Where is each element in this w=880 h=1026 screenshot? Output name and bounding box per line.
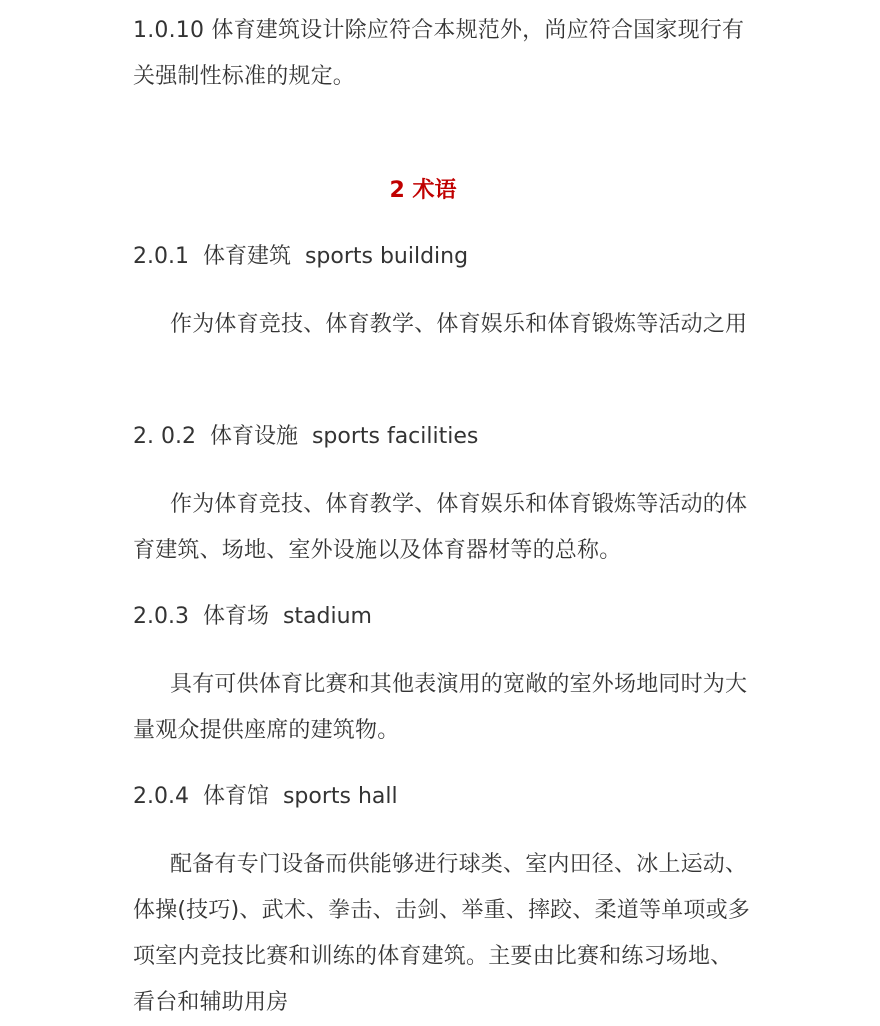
- term-definition-2-0-2: 作为体育竞技、体育教学、体育娱乐和体育锻炼等活动的体育建筑、场地、室外设施以及体育器材等的总称。: [133, 492, 748, 563]
- term-definition-2-0-1: 作为体育竞技、体育教学、体育娱乐和体育锻炼等活动之用: [170, 312, 748, 337]
- clause-1-0-10: 1.0.10 体育建筑设计除应符合本规范外，尚应符合国家现行有关强制性标准的规定。: [133, 18, 745, 89]
- term-heading-2-0-3: 2.0.3 体育场 stadium: [133, 604, 372, 629]
- section-title: 2 术语: [389, 178, 457, 203]
- term-heading-2-0-2: 2. 0.2 体育设施 sports facilities: [133, 424, 479, 449]
- term-heading-2-0-4: 2.0.4 体育馆 sports hall: [133, 784, 398, 809]
- term-definition-2-0-3: 具有可供体育比赛和其他表演用的宽敞的室外场地同时为大量观众提供座席的建筑物。: [133, 672, 748, 743]
- term-heading-2-0-1: 2.0.1 体育建筑 sports building: [133, 244, 469, 269]
- term-definition-2-0-4: 配备有专门设备而供能够进行球类、室内田径、冰上运动、体操(技巧)、武术、拳击、击剑、举重、摔跤、柔道等单项或多项室内竞技比赛和训练的体育建筑。主要由比赛和练习场地、看台和辅助用房: [133, 852, 750, 1015]
